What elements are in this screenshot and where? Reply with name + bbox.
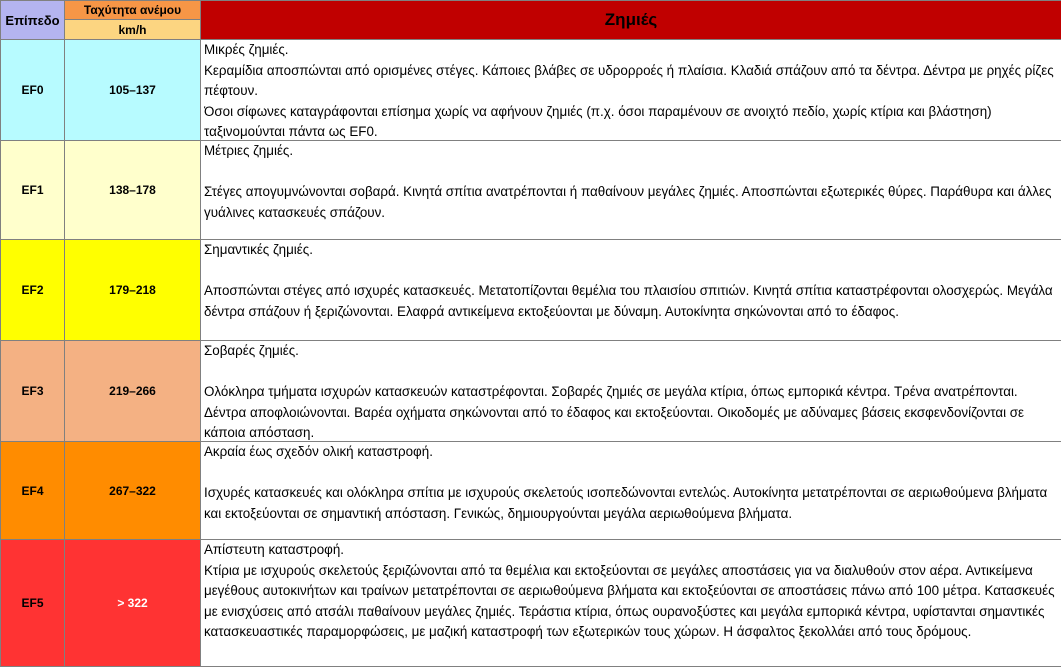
wind-speed-cell: 219–266	[65, 341, 201, 442]
wind-speed-cell: 138–178	[65, 141, 201, 240]
damage-text-line: Κεραμίδια αποσπώνται από ορισμένες στέγες. Κάποιες βλάβες σε υδρορροές ή πλαίσια. Κλαδιά σπάζουν από τα δέντρα. Δέντρα με ρηχές ρίζες πέφτουν.	[204, 62, 1054, 98]
damage-text-line: Απίστευτη καταστροφή.	[204, 542, 345, 557]
level-cell: EF3	[1, 341, 65, 442]
wind-speed-cell: > 322	[65, 540, 201, 667]
level-cell: EF2	[1, 240, 65, 341]
ef-row-ef1	[1, 141, 1061, 240]
ef-row-ef0	[1, 40, 1061, 141]
damage-description-cell	[201, 240, 1061, 341]
damage-text-line: Αποσπώνται στέγες από ισχυρές κατασκευές. Μετατοπίζονται θεμέλια του πλαισίου σπιτιών. Κινητά σπίτια καταστρέφονται ολοσχερώς. Μεγάλα δέντρα σπάζουν ή ξεριζώνονται. Ελαφρά αντικείμενα εκτοξεύονται με δύναμη. Αυτοκίνητα σηκώνονται από το έδαφος.	[204, 283, 1053, 319]
level-cell: EF0	[1, 40, 65, 141]
damage-text-line: Ισχυρές κατασκευές και ολόκληρα σπίτια με ισχυρούς σκελετούς ισοπεδώνονται εντελώς. Αυτοκίνητα μετατρέπονται σε αεριωθούμενα βλήματα και εκτοξεύονται σε σημαντική απόσταση. Γενικώς, δημιουργούνται μεγάλα αεριωθούμενα βλήματα.	[204, 485, 1048, 521]
damage-text-line: Σοβαρές ζημιές.	[204, 343, 299, 358]
header-level: Επίπεδο	[1, 1, 65, 40]
header-unit: km/h	[65, 20, 201, 40]
wind-speed-cell: 179–218	[65, 240, 201, 341]
ef-row-ef4	[1, 442, 1061, 540]
level-cell: EF1	[1, 141, 65, 240]
damage-text-line	[204, 162, 1061, 183]
level-cell: EF4	[1, 442, 65, 540]
ef-row-ef2	[1, 240, 1061, 341]
header-row	[1, 1, 1061, 20]
damage-description-cell	[201, 40, 1061, 141]
damage-text-line	[204, 362, 1061, 383]
damage-text-line: Όσοι σίφωνες καταγράφονται επίσημα χωρίς να αφήνουν ζημιές (π.χ. όσοι παραμένουν σε ανοιχτό πεδίο, χωρίς κτίρια και βλάστηση) ταξινομούνται πάντα ως EF0.	[204, 103, 992, 139]
level-cell: EF5	[1, 540, 65, 667]
ef-row-ef5	[1, 540, 1061, 667]
damage-text-line: Στέγες απογυμνώνονται σοβαρά. Κινητά σπίτια ανατρέπονται ή παθαίνουν μεγάλες ζημιές. Αποσπώνται εξωτερικές θύρες. Παράθυρα και άλλες γυάλινες κατασκευές σπάζουν.	[204, 184, 1052, 220]
ef-row-ef3	[1, 341, 1061, 442]
damage-text-line	[204, 261, 1061, 282]
header-wind-speed: Ταχύτητα ανέμου	[65, 1, 201, 20]
damage-description-cell	[201, 141, 1061, 240]
wind-speed-cell: 105–137	[65, 40, 201, 141]
damage-text-line	[204, 463, 1061, 484]
wind-speed-cell: 267–322	[65, 442, 201, 540]
damage-text-line: Κτίρια με ισχυρούς σκελετούς ξεριζώνονται από τα θεμέλια και εκτοξεύονται σε μεγάλες αποστάσεις για να διαλυθούν στον αέρα. Αντικείμενα μεγέθους αυτοκινήτων και τραίνων μετατρέπονται σε αεριωθούμενα βλήματα και εκτοξεύονται σε αποστάσεις πάνω από 100 μέτρα. Κατασκευές με ενισχύσεις από ατσάλι παθαίνουν μεγάλες ζημιές. Τεράστια κτίρια, όπως ουρανοξύστες και μεγάλα εμπορικά κέντρα, υφίστανται σημαντικές κατασκευαστικές παραμορφώσεις, με μαζική καταστροφή των εξωτερικών τους χώρων. Η άσφαλτος ξεκολλάει από τους δρόμους.	[204, 562, 1055, 639]
damage-description-cell	[201, 442, 1061, 540]
damage-description-cell	[201, 341, 1061, 442]
damage-text-line: Σημαντικές ζημιές.	[204, 242, 313, 257]
damage-text-line: Μικρές ζημιές.	[204, 42, 289, 57]
header-damage: Ζημιές	[201, 1, 1061, 40]
damage-text-line: Ολόκληρα τμήματα ισχυρών κατασκευών καταστρέφονται. Σοβαρές ζημιές σε μεγάλα κτίρια, όπως εμπορικά κέντρα. Τρένα ανατρέπονται. Δέντρα αποφλοιώνονται. Βαρέα οχήματα σηκώνονται από το έδαφος και εκτοξεύονται. Οικοδομές με αδύναμες βάσεις εκσφενδονίζονται σε κάποια απόσταση.	[204, 384, 1025, 440]
damage-description-cell	[201, 540, 1061, 667]
damage-text-line: Μέτριες ζημιές.	[204, 143, 294, 158]
damage-text-line: Ακραία έως σχεδόν ολική καταστροφή.	[204, 444, 433, 459]
